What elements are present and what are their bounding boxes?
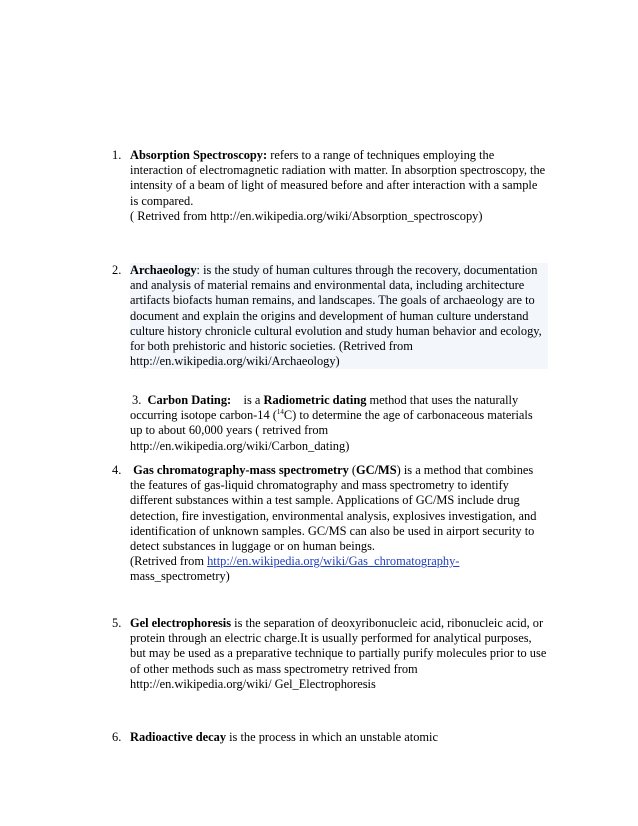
entry-term: Archaeology bbox=[130, 263, 197, 277]
isotope-superscript: 14 bbox=[276, 408, 284, 417]
entry-definition: refers to a range of techniques employing the interaction of electromagnetic radiation with matter. In absorption spectroscopy, the intensity of a beam of light of measured before and after interaction with a sample is compared. bbox=[130, 148, 546, 208]
entry-body bbox=[130, 730, 548, 745]
entry-body: 3. Carbon Dating: is a Radiometric dating method that uses the naturally occurring isotope carbon-14 ($^{14}$C) to determine the age of carbonaceous materials up to about 60,000 years ( retrived from http://en.wikipedia.org/wiki/Carbon_dating) bbox=[130, 393, 533, 453]
entry-body bbox=[130, 148, 548, 224]
entry-number: 3. bbox=[132, 393, 142, 407]
entry-term: Gas chromatography-mass spectrometry bbox=[133, 463, 349, 477]
entry-number: 1. bbox=[112, 148, 122, 162]
entry-definition: ) is a method that combines the features of gas-liquid chromatography and mass spectrometry to identify different substances within a test sample. Applications of GC/MS include drug detection, fire investigation, environmental analysis, explosives investigation, and identification of unknown samples. GC/MS can also be used in airport security to detect substances in luggage or on human beings. bbox=[130, 463, 537, 554]
entry-definition: is the process in which an unstable atomic bbox=[226, 730, 438, 744]
entry-body bbox=[130, 263, 548, 369]
entry-abbreviation: GC/MS bbox=[356, 463, 397, 477]
entry-number: 6. bbox=[112, 730, 122, 744]
entry-term: Gel electrophoresis bbox=[130, 616, 232, 630]
entry-term: Carbon Dating: bbox=[147, 393, 232, 407]
entry-source: ( Retrived from http://en.wikipedia.org/wiki/Absorption_spectroscopy) bbox=[130, 208, 483, 223]
entry-term-radiometric: Radiometric dating bbox=[263, 393, 367, 407]
entry-number: 4. bbox=[112, 463, 122, 477]
entry-term: Radioactive decay bbox=[130, 730, 227, 744]
source-link[interactable]: http://en.wikipedia.org/wiki/Gas_chromatography- bbox=[207, 554, 460, 569]
entry-definition: is the separation of deoxyribonucleic acid, ribonucleic acid, or protein through an electric charge.It is usually performed for analytical purposes, but may be used as a preparative technique to partially purify molecules prior to use of other methods such as mass spectrometry retrived from http://en.wikipedia.org/wiki/ Gel_Electrophoresis bbox=[130, 616, 547, 691]
entry-number: 2. bbox=[112, 263, 122, 277]
entry-term: Absorption Spectroscopy: bbox=[130, 148, 268, 162]
entry-source: (Retrived from http://en.wikipedia.org/wiki/Gas_chromatography- mass_spectrometry) bbox=[130, 554, 460, 584]
entry-body bbox=[130, 616, 548, 692]
entry-number: 5. bbox=[112, 616, 122, 630]
entry-definition: : is the study of human cultures through the recovery, documentation and analysis of material remains and environmental data, including architecture artifacts biofacts human remains, and landscapes. The goals of archaeology are to document and explain the origins and development of human culture understand culture history chronicle cultural evolution and study human behavior and ecology, for both prehistoric and historic societies. (Retrived from http://en.wikipedia.org/wiki/Archaeology) bbox=[130, 263, 542, 369]
entry-body: Gas chromatography-mass spectrometry (GC/MS) is a method that combines the features of gas-liquid chromatography and mass spectrometry to identify different substances within a test sample. Applications of GC/MS include drug detection, fire investigation, environmental analysis, explosives investigation, and identification of unknown samples. GC/MS can also be used in airport security to detect substances in luggage or on human beings. (Retrived from http://en.wikipedia.org/wiki/Gas_chromatography- mass_spectrometry) bbox=[130, 463, 548, 585]
